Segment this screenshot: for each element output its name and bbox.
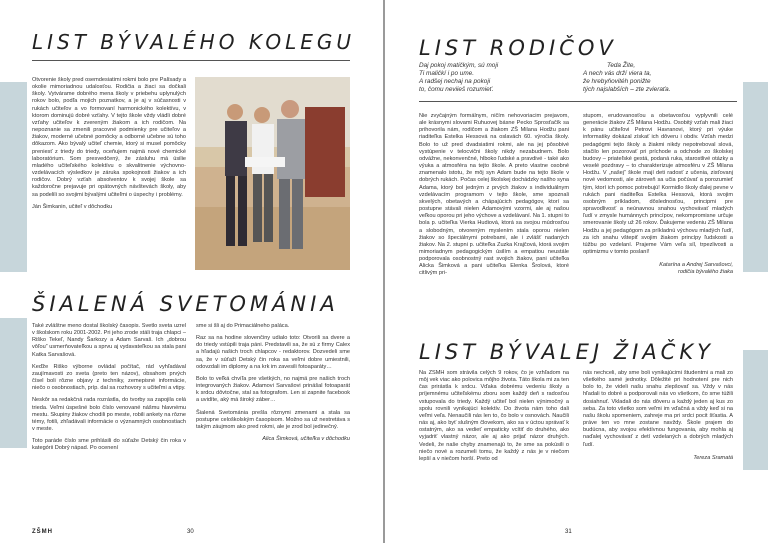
side-band-bottom	[0, 318, 27, 448]
rodicov-paragraph: stupom, erudovanosťou a obetavosťou vyplyvnili celé generácie žiakov ZŠ Milana Hodžu. Osobitý vzťah mali žiaci k pánu učiteľovi Petrovi Havranovi, ktorý pri výuke informatiky dokázal získať ich dôveru i obdiv. Vzťah medzi pedagógmi tejto školy a žiakmi nikdy nepotreboval slová, stačilo len pozorovať pri príchode a odchode zo školskej budovy – priateľské gestá, podaná ruka, starostlivé otázky a veselé pozdravy – to charakterizuje atmosféru v ZŠ Milana Hodžu. V „našej“ škole mají deti radosť z učenia, zisťovanj nové vedomosti, ale zároveň sa učia počúvať a porozumieť tým, ktorí ich pomoc potrebujú! Kormidlo školy ďalej pevne v rukách pani riaditeľka Estelka Hessová, ktorá svojim osobným príkladom, dôslednosťou, principmi pre spravodlivosť a neúnavnou snahou vychovávať mladých ľudí v zmysle humánnych princípov, nekompromisne určuje smerovanie školy už 26 rokov. Ďakujeme vedeniu ZŠ Milana Hodžu a jej pedagógom za príkladnú výchovu mladých ľudí, za ich snahu vštepiť svojim žiakom princípy ľudskosti a túžbu po vzdelaní. Prajeme Vám veľa síl, trpezlivosti a optimizmu v tomto poslaní!	[583, 113, 733, 255]
side-band-top	[0, 82, 27, 272]
poem-rule	[419, 101, 737, 102]
svetomania-paragraph: Keďže Riško výborne ovládal počítač, rád vyhľadával zaujímavosti zo sveta (preto ten názov), obsahom prvých čísel boli rôzne objavy z techniky, zemepisné informácie, niečo o osobnostiach, príp. dal sa rozhovory s učiteľmi a vtipy.	[32, 363, 186, 392]
svetomania-paragraph: Bolo to veľká chvíľa pre všetkých, no najmä pre našich troch integrovaných žiakov. Adamovi Sarvašovi prinášal fotoaparát k srdcu dôvtočne, stal sa fotografom. Len si zapnite facebook a uvidíte, aký má široký záber…	[196, 375, 350, 404]
poem-line: to, čomu neviieš rozumieť.	[419, 86, 494, 93]
rodicov-col1	[419, 113, 569, 325]
photo-image	[195, 77, 350, 270]
page-number-left: 30	[187, 529, 194, 535]
poem-line: A radšej nechaj na pokoji	[419, 78, 491, 85]
poem-line: A nech vás drží viera ta,	[583, 70, 652, 77]
ziacky-col1	[419, 370, 569, 505]
ziacky-col2	[583, 370, 733, 510]
kolegu-text	[32, 77, 186, 292]
side-band-bottom	[743, 350, 768, 470]
poem-line: že hrebyňovitéh ponižte	[583, 78, 651, 85]
svetomania-signature: Alica Šimková, učiteľka v dôchodku	[262, 436, 350, 443]
side-band-top	[743, 82, 768, 272]
rodicov-col2	[583, 113, 733, 325]
title-ziacky: LIST BÝVALEJ ŽIAČKY	[419, 340, 714, 364]
poem-line: tých najslabších – zte zvieraťa.	[583, 86, 671, 93]
svetomania-paragraph: Neskôr sa redakčná rada rozrástla, do tvorby sa zapojila celá trieda. Veľmi úspešné bolo číslo venované nášmu hlavnému mestu. Skupiny žiakov chodili po meste, robili ankety na rôzne témy, fotili, zhľadávali informácie o významných osobnostiach v meste.	[32, 397, 186, 433]
svetomania-paragraph: Šialená Svetománia prešla rôznymi zmenami a stala sa postupne celoškolským časopisom. Možno sa už nestretáva s takým záujmom ako pred rokmi, ale je zrod bol jedinečný.	[196, 409, 350, 430]
svetomania-paragraph: Raz sa na hodine slovenčiny udialo toto: Otvorili sa dvere a do triedy vstúpili traja páni. Predstavili sa, že sú z firmy Calex a hľadajú našich troch chlapcov - redaktorov. Dozvedeli sme sa, že v súťaži Detský čin roka sa veľmi dobre umiestnili, odovzdali im diplomy a na krk im zavesili fotoaparáty…	[196, 335, 350, 370]
rodicov-signature-names: Katarína a Andrej Sarvašovci,	[659, 262, 733, 269]
right-page	[385, 0, 768, 543]
svetomania-paragraph: sme si šli aj do Primaciálneho paláca.	[196, 323, 290, 329]
photo-teachers	[195, 77, 350, 270]
ziacky-signature: Tereza Sramatá	[693, 454, 733, 461]
title-rodicov: LIST RODIČOV	[419, 36, 617, 60]
left-page	[0, 0, 383, 543]
kolegu-paragraph: Otvorenie školy pred osemdesiatimi rokmi bolo pre Palísady a okolie mimoriadnou udalosťou. Rodičia a žiaci sa dočkali školy. Vytvárame dobrého mena školy v priebehu uplynulých rokov bolo, podľa mojich poznatkov, a je aj v súčasnosti v rukách učiteľov a vo formovaní harmonického kolektívu, v ktorom dominujú dobré vzťahy. V tejto škole vždy vládli dobré vzťahy učiteľov k zvereným žiakom a ich rodičom. Na nepoznanie sa zmenili pracovné podmienky pre učiteľov a žiakov, moderné učebné pomôcky a odborné učebne sú toho dôkazom. Ako bývalý učiteľ chemie, ktorý si musel pomôcky preniesť z triedy do triedy, oceňujem najmä nové chemické laboratórium. Som presvedčený, že zásluhu má úsilie mladého učiteľského kolektívu o skvalitnenie výchovno-vzdelávacích výsledkov je záruka spokojnosti žiakov a ich rodičov. Dobrý vzťah absolventov k svojej škole sa každoročne prejavuje pri opätovných návštevách školy, aby sa podelili so svojimi bývalými učiteľmi o úspechy i problémy.	[32, 77, 186, 198]
poem-right	[583, 62, 723, 94]
svetomania-paragraph: Toto paráde číslo sme prihlásili do súťaže Detský čin roka v kategórii Dobrý nápad. Po ocenení	[32, 438, 186, 452]
poem-left	[419, 62, 539, 94]
poem-line: Teda Žite,	[607, 62, 636, 69]
page-number-right: 31	[565, 529, 572, 535]
footer-brand: ZŠMH	[32, 529, 53, 535]
title-svetomania: ŠIALENÁ SVETOMÁNIA	[32, 292, 339, 316]
kolegu-signature: Ján Šimkanin, učiteľ v dôchodku	[32, 203, 113, 210]
svetomania-paragraph: Také zvláštne meno dostal školský časopis. Svetlo sveta uzrel v školskom roku 2001-2002. Pri jeho zrode stáli traja chlapci – Riško Tekeľ, Nandy Šarkozy a Adam Sarvaš. Ich „dobrou vôľou“ usmerňovateľkou a sprvu aj vydavateľkou sa stala pani Katka Sarvašová.	[32, 323, 186, 358]
poem-line: Ti maličkí i po ume.	[419, 70, 474, 77]
ziacky-paragraph: Na ZŠMH som strávila celých 9 rokov, čo je vzhľadom na môj vek viac ako polovica môjho života. Táto škola mi za ten čas prirástla k srdcu. Vďaka dobrému vedeniu školy a príjemnému učiteľskému zboru som každý deň s radosťou vstupovala do triedy. Každý učiteľ bol nielen výnimočný a spolu rovnili vynikajúci kolektív. Do života nám toho dali veľmi veľa. Nenaučili nás len to, čo bolo v osnovách. Naučili nás aj, ako byť slušným človekom, ako sa v úctou správať k ostatným, ako sa vedieť empaticky vcítiť do druhého, ako vyjadriť vlastný názor, ale aj ako prijať názor druhých. Vedeli, že naše chyby znamenajú to, že sme sa pokúsili o niečo nové a rozumeli tomu, že každý z nás je v niečom lepší a v niečom horší. Preto od	[419, 370, 569, 462]
svetomania-col2	[196, 323, 350, 513]
poem-line: Daj pokoj matičkým, sú moji	[419, 62, 499, 69]
title-rule	[32, 60, 350, 61]
title-kolegu: LIST BÝVALÉHO KOLEGU	[32, 30, 356, 54]
ziacky-paragraph: nás nechceli, aby sme boli vynikajúcimi študentmi a mali zo všetkého samé jednotky. Dôležité pri hodnotení pre nich bolo to, že videli našu snahu zlepšovať sa. Vždy v nás hľadali to dobré a podporovali nás vo všetkom, čo sme túžili dosiahnuť. Vkladali do nás dôveru a každý jeden aj kus zo seba. Za toto všetko som veľmi im vďačná a vždy keď si na našu školu spomeniem, zahreje ma pri srdci pocit šťastia. A práve ten vo mne zostane navždy. Škole prajem do budúcna, aby svojou efektívnou fungovania, aby mohla aj naďalej vychovávať z detí vzdelaných a dobrých mladých ľudí.	[583, 370, 733, 448]
svetomania-col1	[32, 323, 186, 513]
rodicov-paragraph: Nie zvyčajným formálnym, ničím nehovoriacim prejavom, ale krásnymi slovami Ruhuovej básne Pecko Sprosťačík sa prihovorila nám, rodičom a žiakom ZŠ Milana Hodžu pani riaditeľka Estelka Hessová na oslavách 60. výročia školy. Bolo to už pred dvadsiatimi rokmi, ale na jej pôsobivé vystúpenie v telocvični školy nikdy nezabudnem. Bolo odvážne, nekonvenčné, hlboko ľudské a pravdivé - také ako výuka a atmosféra na tejto škole. A preto vlastne osobné znamenalo istotu, že môj syn Adam bude na tejto škole v dobrých rukách. Počas celej školskej dochádzky našho syna Adama, ktorý bol jedným z prvých žiakov s individuálnym vzdelávacím programom v tejto škole, sme spoznali skvelých, obetavých a chápajúcich pedagógov, ktorí sa postupne stávali nielen Adamovými vzormi, ale aj našou veľkou oporou pri jeho výchove a vzdelávaní. Na 1. stupni to bola p. učiteľka Vierka Hudiová, ktorá sa svojou múdrosťou a slobodným, otvoreným myslením stala oporou nielen žiakov so špeciálnymi potrebami, ale i zvlášť nadaných žiakov. Na 2. stupni p. učiteľka Zuzka Krajčová, ktorá svojim mimoriadnym pedagogickým úsilím a empatiou neustále podporovala osobnostný rast svojich žiakov, pani učiteľka Alicka Šimková a pani učiteľka Elenka Šrolová, ktoré citlivým pri-	[419, 113, 569, 277]
rodicov-signature-role: rodičia bývalého žiaka	[677, 269, 733, 276]
